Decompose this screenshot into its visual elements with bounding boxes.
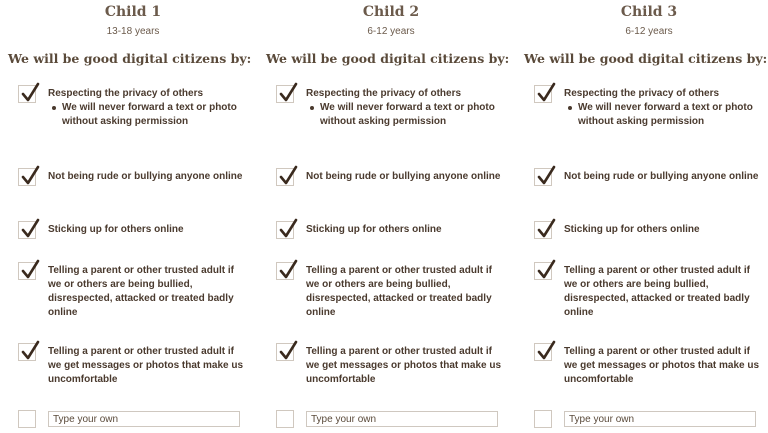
checkbox-telling-bullied[interactable] [18,262,36,280]
child-age-range: 13-18 years [106,26,160,37]
item-label-not-rude: Not being rude or bullying anyone online [306,171,501,182]
checkbox-sticking-up[interactable] [276,221,294,239]
type-your-own-input[interactable] [48,411,240,427]
child-age-range: 6-12 years [625,26,673,37]
child-title: Child 1 [104,4,162,20]
checkmark-icon [19,82,41,104]
checkbox-telling-messages[interactable] [534,343,552,361]
checkbox-telling-messages[interactable] [276,343,294,361]
child-column-1 [8,0,258,433]
checkbox-telling-bullied[interactable] [534,262,552,280]
checkbox-own[interactable] [534,410,552,428]
child-column-3 [524,0,768,433]
child-age-range: 6-12 years [367,26,415,37]
checkbox-own[interactable] [18,410,36,428]
checkbox-sticking-up[interactable] [534,221,552,239]
item-label-respect-privacy [564,87,764,129]
checkmark-icon [535,218,557,240]
checkbox-telling-bullied[interactable] [276,262,294,280]
item-label-not-rude: Not being rude or bullying anyone online [564,171,759,182]
item-label-sticking-up: Sticking up for others online [306,224,442,235]
child-title: Child 2 [362,4,420,20]
section-heading: We will be good digital citizens by: [8,51,252,66]
checkbox-respect-privacy[interactable] [534,85,552,103]
item-label-telling-messages: Telling a parent or other trusted adult if we get messages or photos that make us uncomfortable [306,346,502,385]
checkbox-respect-privacy[interactable] [18,85,36,103]
checkmark-icon [19,165,41,187]
item-text: Respecting the privacy of others [48,88,204,99]
section-heading: We will be good digital citizens by: [524,51,768,66]
section-heading: We will be good digital citizens by: [266,51,510,66]
item-label-not-rude: Not being rude or bullying anyone online [48,171,243,182]
checkmark-icon [19,218,41,240]
item-label-telling-bullied: Telling a parent or other trusted adult if we or others are being bullied, disrespected, attacked or treated badly online [564,265,750,318]
checkbox-telling-messages[interactable] [18,343,36,361]
checkmark-icon [277,218,299,240]
sub-bullet-list [564,101,764,129]
checkbox-respect-privacy[interactable] [276,85,294,103]
checkmark-icon [19,340,41,362]
checkmark-icon [535,165,557,187]
item-label-telling-messages: Telling a parent or other trusted adult if we get messages or photos that make us uncomfortable [564,346,760,385]
checkbox-not-rude[interactable] [18,168,36,186]
checkmark-icon [277,165,299,187]
item-label-telling-bullied: Telling a parent or other trusted adult if we or others are being bullied, disrespected, attacked or treated badly online [48,265,234,318]
item-label-sticking-up: Sticking up for others online [564,224,700,235]
item-label-telling-bullied: Telling a parent or other trusted adult if we or others are being bullied, disrespected, attacked or treated badly online [306,265,492,318]
item-text: Respecting the privacy of others [564,88,720,99]
checkbox-not-rude[interactable] [534,168,552,186]
sub-bullet-list [306,101,506,129]
checkmark-icon [535,340,557,362]
child-column-2 [266,0,516,433]
checkbox-own[interactable] [276,410,294,428]
checkmark-icon [277,259,299,281]
checkmark-icon [277,82,299,104]
sub-bullet-item: We will never forward a text or photo without asking permission [578,101,764,129]
checkmark-icon [535,259,557,281]
sub-bullet-item: We will never forward a text or photo without asking permission [62,101,248,129]
checkmark-icon [277,340,299,362]
checkmark-icon [535,82,557,104]
item-label-sticking-up: Sticking up for others online [48,224,184,235]
item-label-telling-messages: Telling a parent or other trusted adult if we get messages or photos that make us uncomfortable [48,346,244,385]
type-your-own-input[interactable] [306,411,498,427]
checkbox-not-rude[interactable] [276,168,294,186]
checkmark-icon [19,259,41,281]
sub-bullet-list [48,101,248,129]
sub-bullet-item: We will never forward a text or photo without asking permission [320,101,506,129]
item-label-respect-privacy [306,87,506,129]
child-title: Child 3 [620,4,678,20]
item-label-respect-privacy [48,87,248,129]
item-text: Respecting the privacy of others [306,88,462,99]
checkbox-sticking-up[interactable] [18,221,36,239]
type-your-own-input[interactable] [564,411,756,427]
